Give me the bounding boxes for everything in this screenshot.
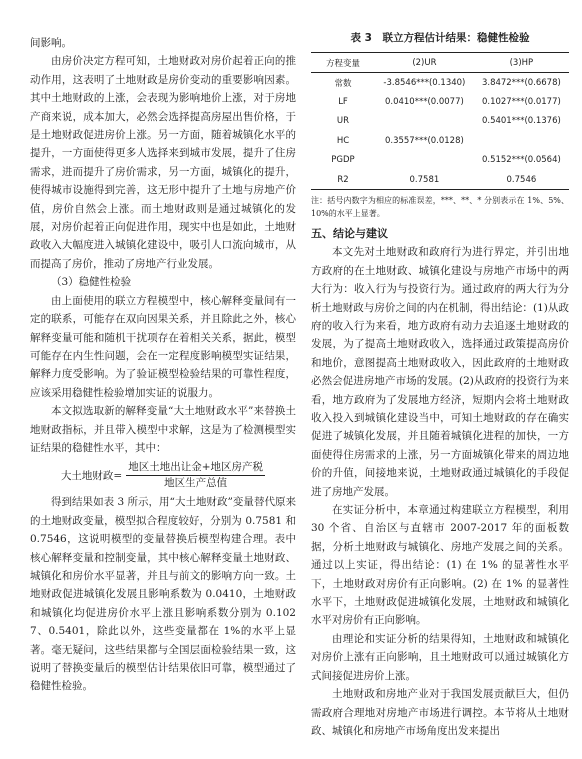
table-header-row (311, 53, 569, 73)
table-header-cell: (2)UR (412, 57, 437, 68)
formula-numerator: 地区土地出让金+地区房产税 (126, 460, 265, 476)
table-cell: PGDP (331, 155, 355, 166)
paragraph-conclusion-mechanism: 本文先对土地财政和政府行为进行界定，并引出地方政府的在土地财政、城镇化建设与房地产市场中的两大行为：收入行为与投资行为。通过政府的两大行为分析土地财政与房价之间的内在机制，得出结论：(1)从政府的收入行为来看，地方政府有动力去追逐土地财政的发展，为了提高土地财政收入，选择通过政策提高房价和地价，意图提高土地财政收入，因此政府的土地财政必然会促进房地产市场的发展。(2)从政府的投资行为来看，地方政府为了发展地方经济，短期内会将土地财政收入投入到城镇化建设当中，可知土地财政的存在确实促进了城镇化发展，并且随着城镇化进程的加快，一方面使得住房需求的上涨，另一方面城镇化带来的周边地价的升值，间接地来说，土地财政通过城镇化的手段促进了房地产发展。 (311, 246, 569, 498)
section-heading: 五、结论与建议 (311, 227, 388, 241)
subheading-robustness: （3）稳健性检验 (51, 276, 132, 289)
paragraph-variable-choice: 本文拟选取新的解释变量“大土地财政水平”来替换土地财政指标，并且带入模型中求解，这是为了检测模型实证结果的稳健性水平，其中： (30, 405, 296, 454)
paragraph-robustness-results: 得到结果如表 3 所示，用“大土地财政”变量替代原来的土地财政变量，模型拟合程度较好，分别为 0.7581 和 0.7546，这说明模型的变量替换后模型构建合理。表中核心解释变量和控制变量，其中核心解释变量土地财政、城镇化和房价水平显著，并且与前文的影响方向一致。土地财政促进城镇化发展且影响系数为 0.0410，土地财政和城镇化均促进房价水平上涨且影响系数分别为 0.1027、0.5401，除此以外，这些变量都在 1%的水平上显著。毫无疑问，这些结果都与全国层面检验结果一致，这说明了替换变量后的模型估计结果依旧可靠，模型通过了稳健性检验。 (30, 496, 296, 693)
table-cell (375, 151, 474, 170)
table-cell: 3.8472***(0.6678) (481, 77, 561, 88)
table-row (311, 112, 569, 131)
paragraph-intro-tail: 间影响。 (30, 37, 72, 49)
table-cell: 0.5152***(0.0564) (481, 155, 561, 166)
table-header-cell: (3)HP (509, 57, 534, 68)
table-row (311, 131, 569, 150)
paragraph-conclusion-summary: 由理论和实证分析的结果得知，土地财政和城镇化对房价上涨有正向影响，且土地财政可以通过城镇化方式间接促进房价上涨。 (311, 632, 569, 682)
table-row (311, 73, 569, 93)
right-column (311, 0, 569, 740)
paragraph-robustness-reason: 由上面使用的联立方程模型中，核心解释变量间有一定的联系，可能存在双向因果关系，并且除此之外，核心解释变量可能和随机干扰项存在着相关关系，据此，模型可能存在内生性问题，会在一定程度影响模型实证结果，解释力度受影响。为了验证模型检验结果的可靠性程度，应该采用稳健性检验增加实证的说服力。 (30, 294, 296, 399)
table-cell: 0.0410***(0.0077) (384, 97, 464, 108)
table-note: 注：括号内数字为相应的标准误差，***、**、* 分别表示在 1%、5%、10%的水平上显著。 (311, 196, 569, 219)
formula-lhs: 大土地财政= (60, 469, 123, 482)
table-cell: 0.3557***(0.0128) (384, 135, 464, 146)
table-cell: 常数 (334, 78, 352, 89)
paragraph-conclusion-empirical: 在实证分析中，本章通过构建联立方程模型，利用 30 个省、自治区与直辖市 2007-2017 年的面板数据，分析土地财政与城镇化、房地产发展之间的关系。通过以上实证，得出结论：(1) 在 1% 的显著性水平下，土地财政对房价有正向影响。(2) 在 1% 的显著性水平下，土地财政促进城镇化发展，土地财政和城镇化水平对房价有正向影响。 (311, 504, 569, 627)
table-caption: 表 3 联立方程估计结果：稳健性检验 (350, 32, 530, 44)
table-header-cell: 方程变量 (325, 58, 360, 69)
paragraph-suggestions-intro: 土地财政和房地产业对于我国发展贡献巨大，但仍需政府合理地对房地产市场进行调控。本节将从土地财政、城镇化和房地产市场角度出发来提出 (311, 688, 569, 737)
table-cell: -3.8546***(0.1340) (383, 77, 466, 88)
table-cell: HC (336, 135, 350, 146)
results-table (311, 52, 569, 190)
table-cell: 0.7581 (409, 174, 440, 185)
table-cell (375, 112, 474, 131)
table-cell (474, 131, 569, 150)
left-column (30, 0, 296, 696)
paragraph-housing-equation: 由房价决定方程可知，土地财政对房价起着正向的推动作用，这表明了土地财政是房价变动的重要影响因素。其中土地财政的上涨，会表现为影响地价上涨，对于房地产商来说，成本加大，必然会选择提高房屋出售价格，于是土地财政促进房价上涨。另一方面，随着城镇化水平的提升，一方面使得更多人选择来到城市发展，提升了住房需求，进而提升了房价需求，另一方面，城镇化的提升，使得城市设施得到完善，这无形中提升了土地与房地产价值，房价自然会上涨。而土地财政则是通过城镇化的发展，对房价起着正向促进作用，现实中也是如此，土地财政收入大幅度进入城镇化建设中，吸引人口流向城市，从而提高了房价，推动了房地产行业发展。 (30, 55, 296, 270)
table-row (311, 151, 569, 170)
table-row (311, 92, 569, 111)
table-cell: UR (336, 116, 350, 127)
table-cell: 0.7546 (506, 174, 537, 185)
table-cell: 0.1027***(0.0177) (481, 97, 561, 108)
table-cell: 0.5401***(0.1376) (481, 116, 561, 127)
formula-denominator: 地区生产总值 (164, 476, 228, 489)
formula-fraction (126, 460, 265, 491)
table-row (311, 170, 569, 190)
formula-big-land-finance (30, 457, 296, 493)
table-cell: LF (338, 97, 348, 108)
table-cell: R2 (337, 174, 349, 185)
